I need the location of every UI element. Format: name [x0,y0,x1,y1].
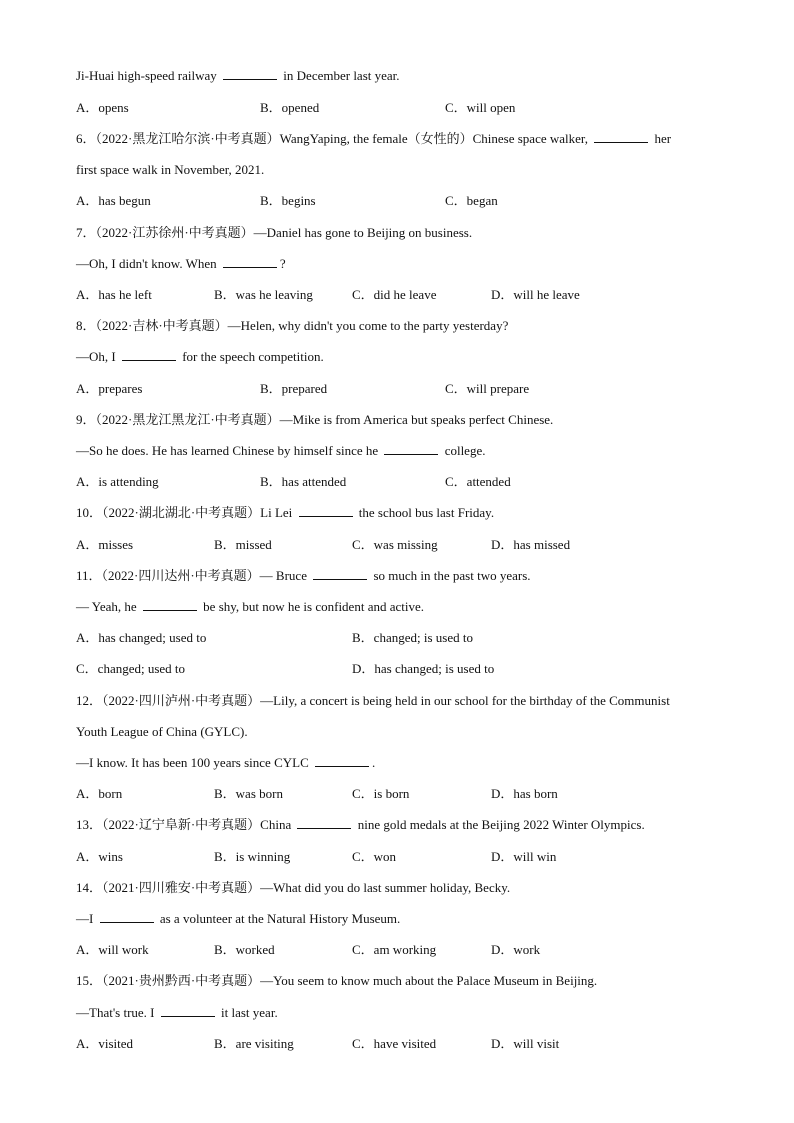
question-text: — Yeah, he [76,599,140,614]
question-line [76,816,645,834]
answer-option: C．will open [445,100,516,115]
question-text: 10．（2022·湖北湖北·中考真题）Li Lei [76,505,296,520]
question-text: —I know. It has been 100 years since CYLC [76,755,312,770]
answer-option: C．is born [352,786,410,801]
answer-option: C．attended [445,474,511,489]
question-line [76,255,286,273]
answer-option: C．have visited [352,1036,437,1051]
question-line [76,348,324,366]
answer-options-row [76,380,724,398]
answer-option: C．did he leave [352,287,437,302]
answer-option: B．was born [214,786,283,801]
question-text: —Oh, I didn't know. When [76,256,220,271]
question-text: so much in the past two years. [370,568,531,583]
question-text: 8．（2022·吉林·中考真题）—Helen, why didn't you come to the party yesterday? [76,318,509,333]
question-text: it last year. [217,1005,278,1020]
answer-option: A．visited [76,1036,134,1051]
answer-option: B．was he leaving [214,287,313,302]
question-text: —So he does. He has learned Chinese by himself since he [76,443,382,458]
question-line [76,910,400,928]
question-text: 6．（2022·黑龙江哈尔滨·中考真题）WangYaping, the female（女性的）Chinese space walker, [76,131,592,146]
answer-blank [594,130,648,143]
answer-option: D．has changed; is used to [352,661,495,676]
answer-options-row [76,848,724,866]
answer-option: A．has begun [76,193,151,208]
answer-option: A．born [76,786,123,801]
question-line [76,504,494,522]
question-line [76,598,424,616]
answer-options-row [76,286,724,304]
question-text: first space walk in November, 2021. [76,162,265,177]
answer-option: A．opens [76,100,129,115]
answer-option: A．misses [76,537,134,552]
question-text: —Oh, I [76,349,119,364]
answer-options-row [76,941,724,959]
question-line [76,723,248,741]
answer-option: B．has attended [260,474,347,489]
question-text: her [651,131,672,146]
answer-options-row [76,660,724,678]
question-line [76,692,670,710]
question-line [76,130,671,148]
question-text: —I [76,911,97,926]
answer-blank [122,348,176,361]
answer-option: B．opened [260,100,320,115]
answer-blank [223,255,277,268]
question-text: 13．（2022·辽宁阜新·中考真题）China [76,817,295,832]
question-text: college. [441,443,486,458]
question-line [76,67,400,85]
answer-option: B．missed [214,537,272,552]
question-text: for the speech competition. [178,349,324,364]
answer-option: C．began [445,193,498,208]
question-text: 7．（2022·江苏徐州·中考真题）—Daniel has gone to Beijing on business. [76,225,473,240]
answer-option: D．will visit [491,1036,560,1051]
answer-blank [384,442,438,455]
answer-option: A．is attending [76,474,159,489]
answer-option: B．prepared [260,381,328,396]
answer-option: A．has changed; used to [76,630,207,645]
answer-option: B．are visiting [214,1036,294,1051]
answer-option: A．will work [76,942,149,957]
question-text: 12．（2022·四川泸州·中考真题）—Lily, a concert is being held in our school for the birthday of the Communist [76,693,670,708]
answer-option: C．was missing [352,537,438,552]
question-line [76,442,485,460]
answer-option: D．will win [491,849,557,864]
answer-options-row [76,536,724,554]
answer-options-row [76,192,724,210]
answer-option: B．worked [214,942,275,957]
answer-blank [161,1004,215,1017]
question-line [76,972,597,990]
answer-option: B．changed; is used to [352,630,473,645]
answer-option: C．will prepare [445,381,530,396]
question-line [76,567,531,585]
answer-blank [100,910,154,923]
question-text: . [372,755,376,770]
question-line [76,317,508,335]
answer-option: B．begins [260,193,316,208]
answer-option: D．work [491,942,541,957]
answer-options-row [76,785,724,803]
answer-blank [299,504,353,517]
question-text: Youth League of China (GYLC). [76,724,248,739]
question-text: in December last year. [280,68,400,83]
answer-blank [297,816,351,829]
answer-options-row [76,629,724,647]
answer-option: D．will he leave [491,287,580,302]
answer-option: B．is winning [214,849,291,864]
question-text: ? [279,256,286,271]
answer-options-row [76,1035,724,1053]
answer-option: D．has born [491,786,558,801]
question-text: —That's true. I [76,1005,158,1020]
question-text: Ji-Huai high-speed railway [76,68,221,83]
question-line [76,1004,278,1022]
question-text: 15．（2021·贵州黔西·中考真题）—You seem to know much about the Palace Museum in Beijing. [76,973,598,988]
answer-option: C．am working [352,942,437,957]
question-text: be shy, but now he is confident and active. [199,599,424,614]
answer-option: A．has he left [76,287,152,302]
question-text: the school bus last Friday. [355,505,495,520]
question-line [76,879,510,897]
question-line [76,224,472,242]
question-text: 9．（2022·黑龙江黑龙江·中考真题）—Mike is from America but speaks perfect Chinese. [76,412,554,427]
question-line [76,754,375,772]
answer-options-row [76,473,724,491]
answer-option: A．prepares [76,381,143,396]
question-text: 14．（2021·四川雅安·中考真题）—What did you do last summer holiday, Becky. [76,880,511,895]
question-text: as a volunteer at the Natural History Museum. [156,911,401,926]
answer-option: C．changed; used to [76,661,186,676]
question-text: nine gold medals at the Beijing 2022 Winter Olympics. [354,817,645,832]
answer-blank [223,67,277,80]
answer-option: A．wins [76,849,123,864]
answer-option: D．has missed [491,537,571,552]
answer-blank [315,754,369,767]
answer-options-row [76,99,724,117]
answer-blank [143,598,197,611]
answer-option: C．won [352,849,397,864]
answer-blank [313,567,367,580]
question-line [76,411,553,429]
question-line [76,161,264,179]
question-text: 11．（2022·四川达州·中考真题）— Bruce [76,568,311,583]
